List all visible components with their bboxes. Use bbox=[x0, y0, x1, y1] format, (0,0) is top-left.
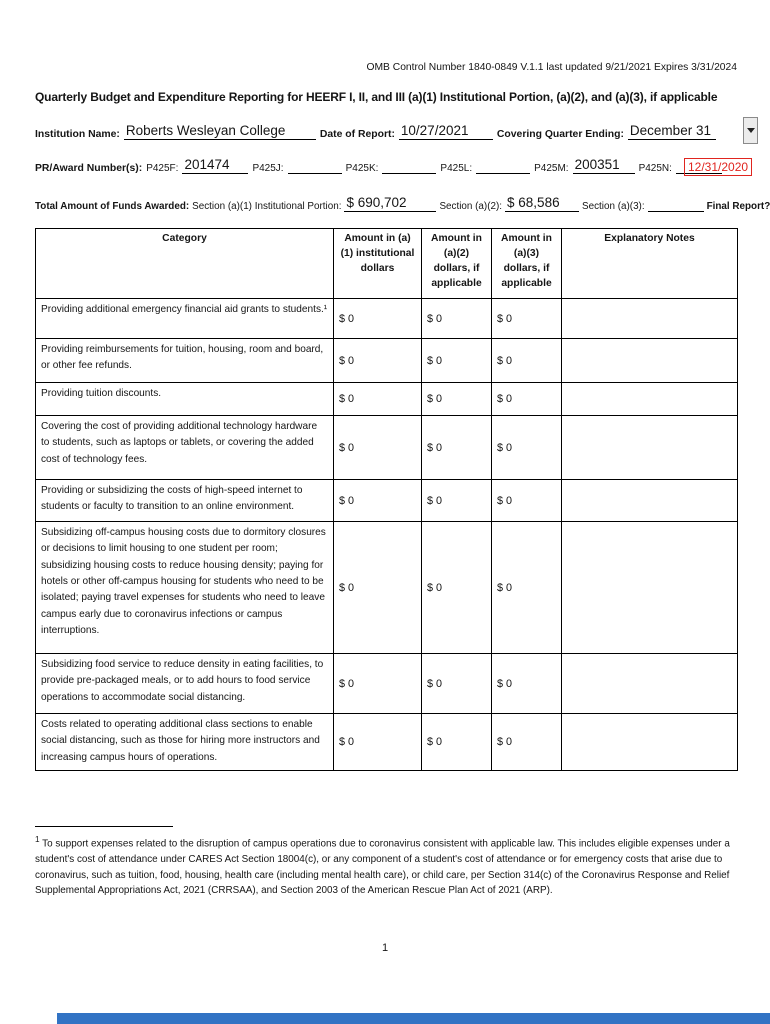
category-cell: Costs related to operating additional class sections to enable social distancing, such as those for hiring more instructors and increasing campus hours of operations. bbox=[36, 714, 334, 771]
header-explanatory-notes: Explanatory Notes bbox=[562, 229, 738, 299]
notes-cell[interactable] bbox=[562, 299, 738, 339]
amount-a1-cell[interactable]: $ 0 bbox=[334, 480, 422, 522]
notes-cell[interactable] bbox=[562, 480, 738, 522]
section-a2-label: Section (a)(2): bbox=[439, 201, 503, 212]
amount-a2-cell[interactable]: $ 0 bbox=[422, 480, 492, 522]
amount-a2-cell[interactable]: $ 0 bbox=[422, 299, 492, 339]
amount-a2-cell[interactable]: $ 0 bbox=[422, 416, 492, 480]
amount-a1-cell[interactable]: $ 0 bbox=[334, 522, 422, 654]
covering-quarter-field[interactable]: December 31 bbox=[628, 124, 716, 140]
notes-cell[interactable] bbox=[562, 416, 738, 480]
p425l-field[interactable] bbox=[476, 172, 530, 174]
p425m-label: P425M: bbox=[534, 163, 569, 174]
p425f-label: P425F: bbox=[146, 163, 179, 174]
amount-a3-cell[interactable]: $ 0 bbox=[492, 339, 562, 383]
p425n-label: P425N: bbox=[638, 163, 672, 174]
amount-a3-cell[interactable]: $ 0 bbox=[492, 654, 562, 714]
amount-a3-cell[interactable]: $ 0 bbox=[492, 299, 562, 339]
p425j-field[interactable] bbox=[288, 172, 342, 174]
amount-a3-cell[interactable]: $ 0 bbox=[492, 383, 562, 416]
amount-a1-cell[interactable]: $ 0 bbox=[334, 654, 422, 714]
category-cell: Providing tuition discounts. bbox=[36, 383, 334, 416]
p425k-label: P425K: bbox=[345, 163, 379, 174]
table-row bbox=[36, 654, 738, 714]
category-cell: Providing additional emergency financial aid grants to students.¹ bbox=[36, 299, 334, 339]
footnote-body: To support expenses related to the disruption of campus operations due to coronavirus consistent with applicable law. This includes eligible expenses under a student's cost of attendance under CARES Act Section 18004(c), or any component of a student's cost of attendance or for emergency costs that arise due to coronavirus, such as tuition, food, housing, health care (including mental health care), or child care, per Section 314(c) of the Coronavirus Response and Relief Supplemental Appropriations Act, 2021 (CRRSAA), and Section 2003 of the American Rescue Plan Act of 2021 (ARP). bbox=[35, 838, 730, 897]
omb-control-line: OMB Control Number 1840-0849 V.1.1 last updated 9/21/2021 Expires 3/31/2024 bbox=[366, 62, 737, 73]
quarter-dropdown-button[interactable] bbox=[743, 117, 758, 144]
amount-a3-cell[interactable]: $ 0 bbox=[492, 480, 562, 522]
notes-cell[interactable] bbox=[562, 654, 738, 714]
date-overlay-field[interactable]: 12/31/2020 bbox=[684, 158, 752, 176]
expenditure-table bbox=[35, 228, 738, 771]
table-header-row bbox=[36, 229, 738, 299]
amount-a3-cell[interactable]: $ 0 bbox=[492, 714, 562, 771]
table-row bbox=[36, 522, 738, 654]
p425m-field[interactable]: 200351 bbox=[573, 158, 635, 174]
amount-a2-cell[interactable]: $ 0 bbox=[422, 714, 492, 771]
table-row bbox=[36, 714, 738, 771]
p425f-field[interactable]: 201474 bbox=[182, 158, 248, 174]
header-amount-a1: Amount in (a)(1) institutional dollars bbox=[334, 229, 422, 299]
amount-a2-cell[interactable]: $ 0 bbox=[422, 383, 492, 416]
section-a1-amount-field[interactable]: $ 690,702 bbox=[344, 196, 436, 212]
amount-a3-cell[interactable]: $ 0 bbox=[492, 522, 562, 654]
covering-quarter-label: Covering Quarter Ending: bbox=[496, 129, 624, 140]
final-report-label: Final Report? bbox=[706, 201, 770, 212]
award-numbers-row bbox=[35, 158, 722, 174]
section-a3-label: Section (a)(3): bbox=[582, 201, 645, 212]
notes-cell[interactable] bbox=[562, 522, 738, 654]
category-cell: Subsidizing food service to reduce density in eating facilities, to provide pre-packaged meals, or to add hours to food service operations to accommodate social distancing. bbox=[36, 654, 334, 714]
amount-a2-cell[interactable]: $ 0 bbox=[422, 339, 492, 383]
amount-a1-cell[interactable]: $ 0 bbox=[334, 339, 422, 383]
notes-cell[interactable] bbox=[562, 339, 738, 383]
date-of-report-field[interactable]: 10/27/2021 bbox=[399, 124, 493, 140]
table-row bbox=[36, 299, 738, 339]
category-cell: Subsidizing off-campus housing costs due to dormitory closures or decisions to limit housing to one student per room; subsidizing housing costs to reduce housing density; paying for hotels or other off-campus housing for students who need to be isolated; paying travel expenses for students who need to leave campus early due to coronavirus infections or campus interruptions. bbox=[36, 522, 334, 654]
amount-a3-cell[interactable]: $ 0 bbox=[492, 416, 562, 480]
header-amount-a3: Amount in (a)(3) dollars, if applicable bbox=[492, 229, 562, 299]
amount-a1-cell[interactable]: $ 0 bbox=[334, 416, 422, 480]
amount-a1-cell[interactable]: $ 0 bbox=[334, 383, 422, 416]
notes-cell[interactable] bbox=[562, 714, 738, 771]
date-of-report-label: Date of Report: bbox=[319, 129, 395, 140]
p425j-label: P425J: bbox=[252, 163, 284, 174]
footnote-divider bbox=[35, 826, 173, 827]
table-row bbox=[36, 416, 738, 480]
amount-a1-cell[interactable]: $ 0 bbox=[334, 714, 422, 771]
table-row bbox=[36, 339, 738, 383]
total-funds-label: Total Amount of Funds Awarded: bbox=[35, 201, 190, 212]
category-cell: Providing or subsidizing the costs of high-speed internet to students or faculty to transition to an online environment. bbox=[36, 480, 334, 522]
table-row bbox=[36, 383, 738, 416]
page-number: 1 bbox=[381, 942, 389, 954]
amount-a2-cell[interactable]: $ 0 bbox=[422, 654, 492, 714]
header-category: Category bbox=[36, 229, 334, 299]
amount-a2-cell[interactable]: $ 0 bbox=[422, 522, 492, 654]
header-amount-a2: Amount in (a)(2) dollars, if applicable bbox=[422, 229, 492, 299]
total-funds-row bbox=[35, 196, 770, 212]
table-row bbox=[36, 480, 738, 522]
section-a3-amount-field[interactable] bbox=[648, 210, 704, 212]
section-a1-label: Section (a)(1) Institutional Portion: bbox=[192, 201, 342, 212]
page-title: Quarterly Budget and Expenditure Reporting for HEERF I, II, and III (a)(1) Institutional Portion, (a)(2), and (a)(3), if applicable bbox=[35, 90, 718, 104]
amount-a1-cell[interactable]: $ 0 bbox=[334, 299, 422, 339]
institution-row bbox=[35, 124, 730, 140]
bottom-blue-bar bbox=[57, 1013, 770, 1024]
category-cell: Covering the cost of providing additional technology hardware to students, such as laptops or tablets, or covering the added cost of technology fees. bbox=[36, 416, 334, 480]
category-cell: Providing reimbursements for tuition, housing, room and board, or other fee refunds. bbox=[36, 339, 334, 383]
notes-cell[interactable] bbox=[562, 383, 738, 416]
p425l-label: P425L: bbox=[440, 163, 473, 174]
institution-name-field[interactable]: Roberts Wesleyan College bbox=[124, 124, 316, 140]
institution-name-label: Institution Name: bbox=[35, 129, 120, 140]
p425k-field[interactable] bbox=[382, 172, 436, 174]
section-a2-amount-field[interactable]: $ 68,586 bbox=[505, 196, 579, 212]
footnote-text bbox=[35, 833, 738, 899]
pr-award-numbers-label: PR/Award Number(s): bbox=[35, 163, 143, 174]
chevron-down-icon bbox=[747, 128, 755, 133]
footnote-marker: 1 bbox=[35, 835, 40, 844]
